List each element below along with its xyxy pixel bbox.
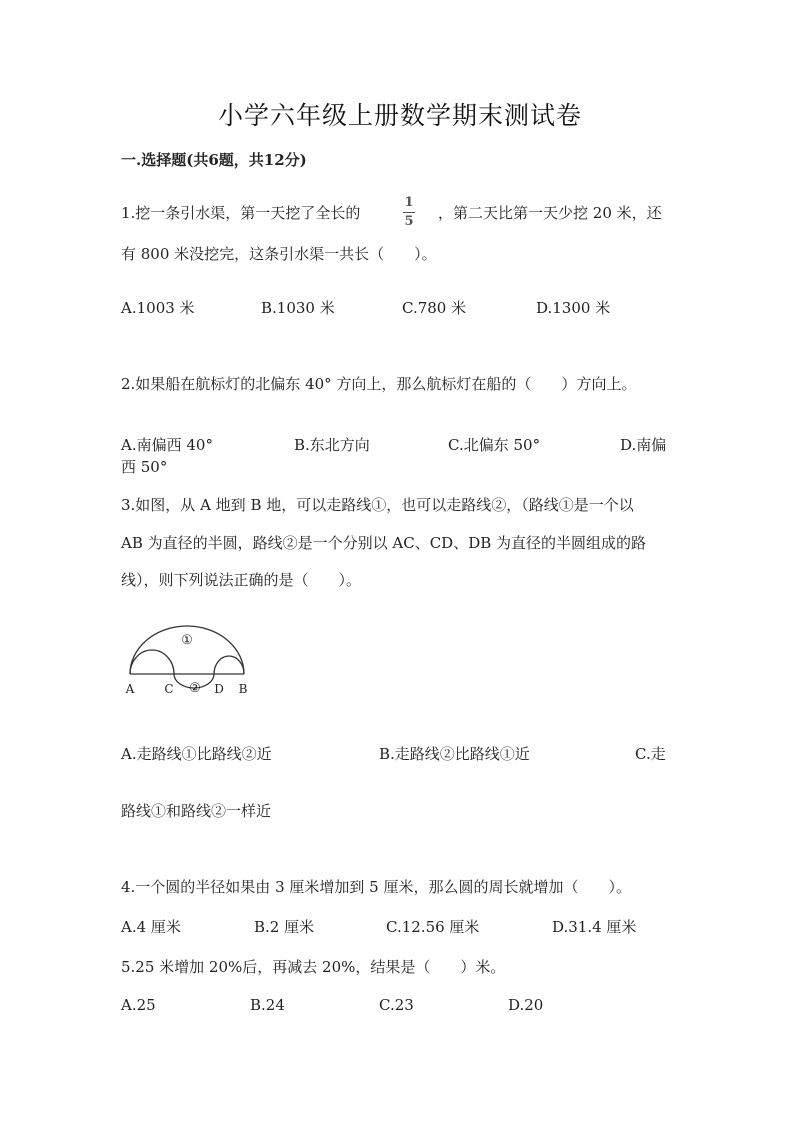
q2-option-b[interactable]: B.东北方向 (294, 436, 370, 454)
q2-option-d[interactable]: D.南偏 (620, 436, 667, 454)
fraction-bar (403, 212, 415, 213)
q1-text-line2: 有 800 米没挖完，这条引水渠一共长（ ）。 (121, 245, 437, 263)
q2-option-d-wrap: 西 50° (121, 458, 168, 476)
q3-text-line1: 3.如图，从 A 地到 B 地，可以走路线①，也可以走路线②，（路线①是一个以 (121, 496, 634, 514)
q3-option-b[interactable]: B.走路线②比路线①近 (379, 745, 530, 763)
q5-option-c[interactable]: C.23 (379, 996, 414, 1014)
fraction-numerator: 1 (404, 195, 414, 210)
q3-option-a[interactable]: A.走路线①比路线②近 (121, 745, 272, 763)
point-d-label: D (214, 682, 224, 696)
q4-option-c[interactable]: C.12.56 厘米 (386, 918, 480, 936)
q1-option-b[interactable]: B.1030 米 (261, 299, 335, 317)
q4-option-d[interactable]: D.31.4 厘米 (552, 918, 637, 936)
route-2-label: ② (189, 681, 201, 696)
q5-option-d[interactable]: D.20 (508, 996, 544, 1014)
fraction-denominator: 5 (404, 214, 414, 229)
q3-option-c[interactable]: C.走 (635, 745, 666, 763)
q5-text: 5.25 米增加 20%后，再减去 20%，结果是（ ）米。 (121, 958, 506, 976)
q1-fraction (400, 196, 418, 229)
q1-option-c[interactable]: C.780 米 (402, 299, 467, 317)
q2-text: 2.如果船在航标灯的北偏东 40° 方向上，那么航标灯在船的（ ）方向上。 (121, 375, 637, 393)
q1-text-part1: 1.挖一条引水渠，第一天挖了全长的 (121, 204, 361, 222)
point-a-label: A (125, 682, 135, 696)
q5-option-b[interactable]: B.24 (250, 996, 285, 1014)
route-2-arc-db (214, 656, 244, 674)
section-heading: 一.选择题(共6题，共12分) (121, 151, 307, 169)
q3-option-c-wrap: 路线①和路线②一样近 (121, 802, 272, 820)
q5-option-a[interactable]: A.25 (121, 996, 156, 1014)
route-2-arc-ac (130, 650, 174, 674)
q3-text-line2: AB 为直径的半圆，路线②是一个分别以 AC、CD、DB 为直径的半圆组成的路 (121, 534, 647, 552)
q2-option-a[interactable]: A.南偏西 40° (121, 436, 213, 454)
q1-option-a[interactable]: A.1003 米 (121, 299, 195, 317)
q4-option-b[interactable]: B.2 厘米 (254, 918, 315, 936)
route-1-label: ① (181, 633, 193, 648)
page-title: 小学六年级上册数学期末测试卷 (217, 101, 582, 130)
point-c-label: C (164, 682, 174, 696)
q1-text-part2: ，第二天比第一天少挖 20 米，还 (438, 204, 662, 222)
route-diagram (118, 618, 258, 702)
point-b-label: B (238, 682, 248, 696)
q4-option-a[interactable]: A.4 厘米 (121, 918, 181, 936)
q1-option-d[interactable]: D.1300 米 (536, 299, 611, 317)
q2-option-c[interactable]: C.北偏东 50° (448, 436, 541, 454)
q4-text: 4.一个圆的半径如果由 3 厘米增加到 5 厘米，那么圆的周长就增加（ ）。 (121, 878, 631, 896)
q3-text-line3: 线），则下列说法正确的是（ ）。 (121, 571, 362, 589)
